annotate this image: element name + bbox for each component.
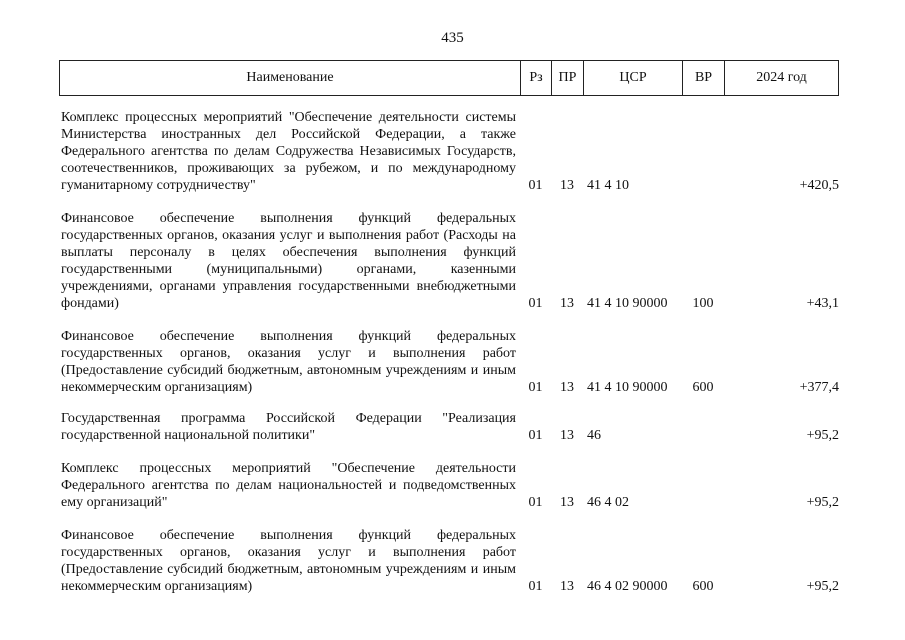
row-csr: 41 4 10 <box>587 178 629 193</box>
table-row <box>59 410 839 444</box>
row-amount: +420,5 <box>799 178 839 193</box>
row-csr: 46 4 02 <box>587 495 629 510</box>
row-name: Финансовое обеспечение выполнения функций федеральных государственных органов, оказания услуг и выполнения работ (Расходы на выплаты персоналу в целях обеспечения выполнения функций государственными (муниципальными) органами, казенными учреждениями, органами управления государственными внебюджетными фондами) <box>61 211 516 311</box>
row-pr: 13 <box>560 428 574 443</box>
row-pr: 13 <box>560 380 574 395</box>
column-header-rz: Рз <box>521 61 552 95</box>
row-amount: +377,4 <box>799 380 839 395</box>
row-csr: 41 4 10 90000 <box>587 380 668 395</box>
row-csr: 41 4 10 90000 <box>587 296 668 311</box>
row-name: Государственная программа Российской Федерации "Реализация государственной национальной политики" <box>61 411 516 443</box>
row-amount: +43,1 <box>806 296 839 311</box>
row-rz: 01 <box>528 380 543 395</box>
table-row <box>59 527 839 595</box>
table-row <box>59 210 839 312</box>
column-header-year: 2024 год <box>756 70 807 85</box>
table-header <box>59 60 839 96</box>
row-vr: 100 <box>692 296 714 311</box>
column-header-pr: ПР <box>552 61 584 95</box>
page-number: 435 <box>441 30 464 46</box>
table-body <box>59 109 839 595</box>
row-rz: 01 <box>528 579 543 594</box>
row-rz: 01 <box>528 296 543 311</box>
row-amount: +95,2 <box>806 495 839 510</box>
row-rz: 01 <box>528 428 543 443</box>
table-row <box>59 460 839 511</box>
row-rz: 01 <box>528 178 543 193</box>
row-name: Комплекс процессных мероприятий "Обеспечение деятельности Федерального агентства по делам национальностей и подведомственных ему организаций" <box>61 461 516 510</box>
row-name: Комплекс процессных мероприятий "Обеспечение деятельности системы Министерства иностранных дел Российской Федерации, а также Федерального агентства по делам Содружества Независимых Государств, соотечественников, проживающих за рубежом, и по международному гуманитарному сотрудничеству" <box>61 110 516 193</box>
row-pr: 13 <box>560 579 574 594</box>
row-pr: 13 <box>560 178 574 193</box>
table-row <box>59 109 839 194</box>
row-csr: 46 4 02 90000 <box>587 579 668 594</box>
table-row <box>59 328 839 396</box>
row-vr: 600 <box>692 380 714 395</box>
row-csr: 46 <box>587 428 601 443</box>
row-pr: 13 <box>560 495 574 510</box>
row-amount: +95,2 <box>806 579 839 594</box>
column-header-name: Наименование <box>60 61 521 95</box>
row-name: Финансовое обеспечение выполнения функций федеральных государственных органов, оказания услуг и выполнения работ (Предоставление субсидий бюджетным, автономным учреждениям и иным некоммерческим организациям) <box>61 329 516 395</box>
row-pr: 13 <box>560 296 574 311</box>
row-rz: 01 <box>528 495 543 510</box>
column-header-csr: ЦСР <box>584 61 683 95</box>
row-name: Финансовое обеспечение выполнения функций федеральных государственных органов, оказания услуг и выполнения работ (Предоставление субсидий бюджетным, автономным учреждениям и иным некоммерческим организациям) <box>61 528 516 594</box>
row-amount: +95,2 <box>806 428 839 443</box>
column-header-vr: ВР <box>683 61 725 95</box>
row-vr: 600 <box>692 579 714 594</box>
